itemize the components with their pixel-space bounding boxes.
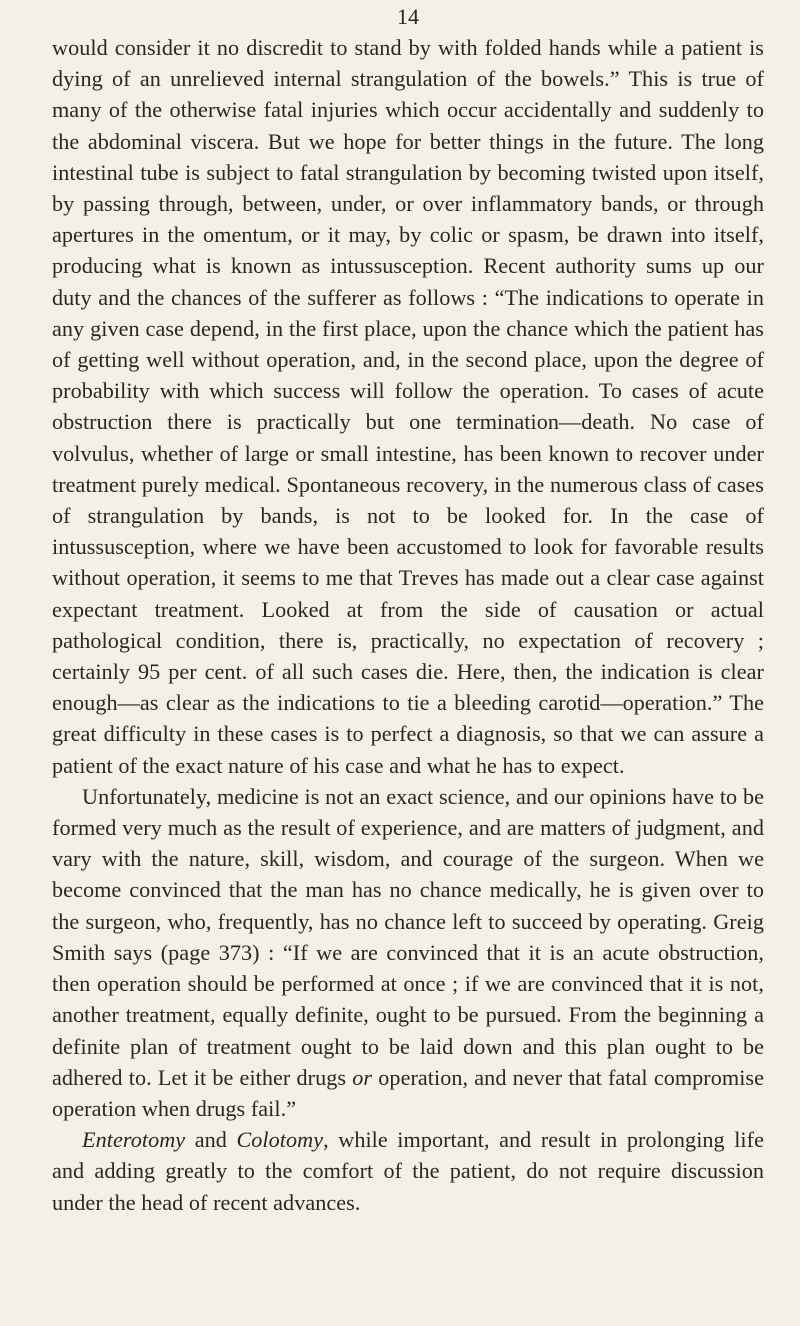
paragraph-3-enterotomy: Enterotomy — [82, 1127, 186, 1153]
page-number: 14 — [397, 4, 419, 29]
paragraph-2-text-end: operation, and never that fatal compromise operation when drugs fail.” — [52, 1064, 764, 1121]
paragraph-1-text: would consider it no discredit to stand by with folded hands while a patient is dying of an unrelieved internal strangulation of the bowels.” This is true of many of the otherwise fatal injuries which occur accidentally and suddenly to the abdominal viscera. But we hope for better things in the future. The long intestinal tube is subject to fatal strangulation by becoming twisted upon itself, by passing through, between, under, or over inflammatory bands, or through apertures in the omentum, or it may, by colic or spasm, be drawn into itself, producing what is known as intussusception. Recent authority sums up our duty and the chances of the sufferer as follows : “The indications to operate in any given case depend, in the first place, upon the chance which the patient has of getting well without operation, and, in the second place, upon the degree of probability with which success will follow the operation. To cases of acute obstruction there is practically but one termination—death. No case of volvulus, whether of large or small intestine, has been known to recover under treatment purely medical. Spontaneous recovery, in the numerous class of cases of strangulation by bands, is not to be looked for. In the case of intussusception, where we have been accustomed to look for favorable results without operation, it seems to me that Treves has made out a clear case against expectant treatment. Looked at from the side of causation or actual pathological condition, there is, practically, no expectation of recovery ; certainly 95 per cent. of all such cases die. Here, then, the indication is clear enough—as clear as the indications to tie a bleeding carotid—operation.” The great difficulty in these cases is to perfect a diagnosis, so that we can assure a patient of the exact nature of his case and what he has to expect. — [52, 35, 764, 778]
paragraph-2-italic-or: or — [352, 1064, 373, 1090]
paragraph-2-text: Unfortunately, medicine is not an exact science, and our opinions have to be formed very much as the result of experience, and are matters of judgment, and vary with the nature, skill, wisdom, and courage of the surgeon. When we become convinced that the man has no chance medically, he is given over to the surgeon, who, frequently, has no chance left to succeed by operating. Greig Smith says (page 373) : “If we are convinced that it is an acute obstruction, then operation should be performed at once ; if we are convinced that it is not, another treatment, equally definite, ought to be pursued. From the beginning a definite plan of treatment ought to be laid down and this plan ought to be adhered to. Let it be either drugs — [52, 783, 764, 1090]
document-page — [52, 4, 764, 1218]
paragraph-3-colotomy: Colotomy — [236, 1127, 324, 1153]
paragraph-3-text: , while important, and result in prolonging life and adding greatly to the comfort of the patient, do not require discussion under the head of recent advances. — [52, 1127, 764, 1215]
paragraph-3-and: and — [185, 1127, 237, 1153]
paragraph-2 — [52, 781, 764, 1124]
paragraph-3 — [52, 1124, 764, 1218]
paragraph-1 — [52, 32, 764, 781]
